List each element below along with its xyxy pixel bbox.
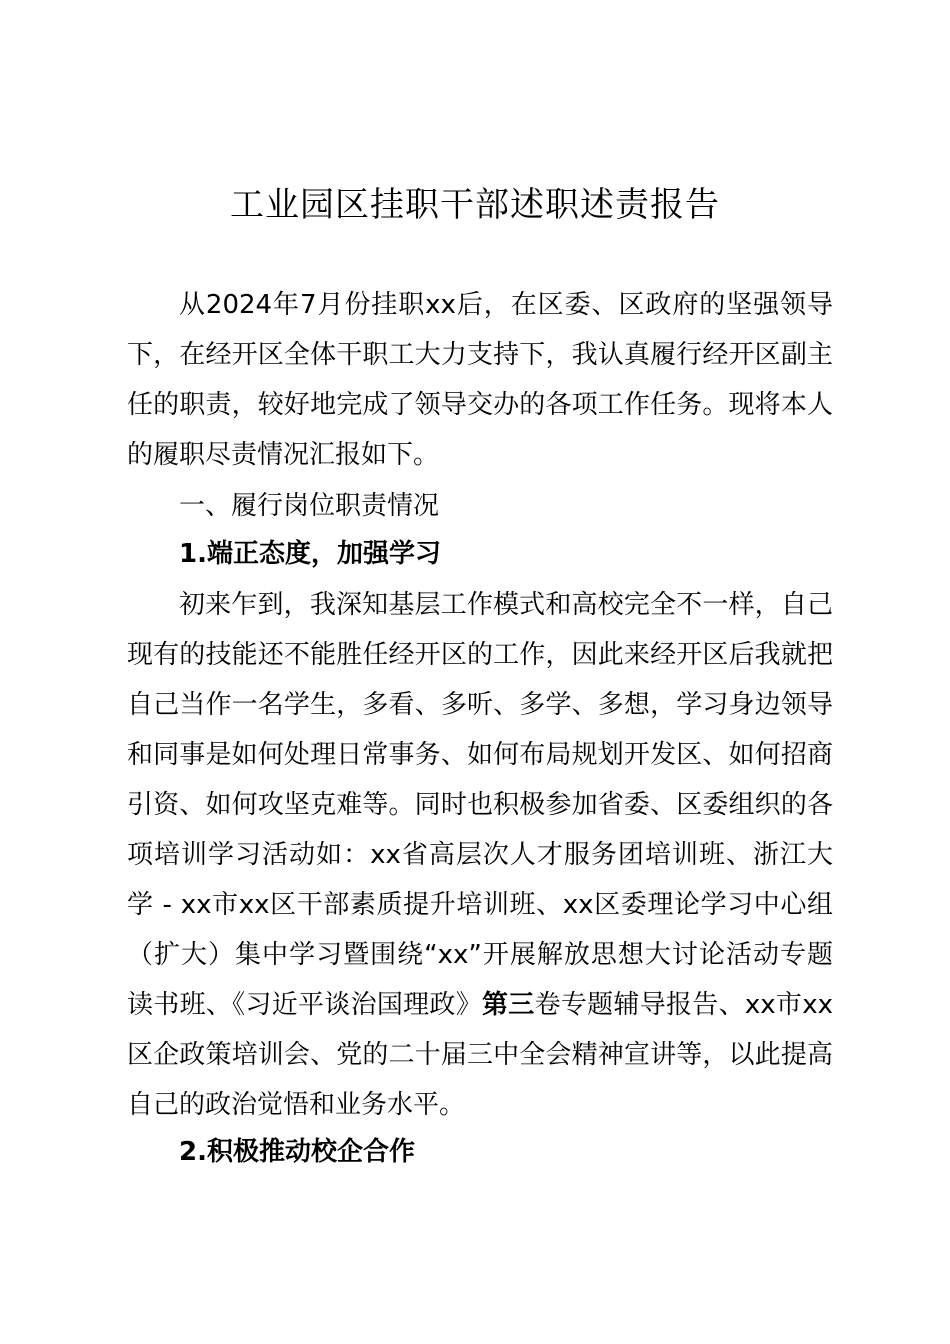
intro-paragraph: 从2024年7月份挂职xx后，在区委、区政府的坚强领导下，在经开区全体干职工大力支持下，我认真履行经开区副主任的职责，较好地完成了领导交办的各项工作任务。现将本人的履职尽责情况汇报如下。: [127, 290, 833, 470]
paragraph-text-part2: 卷专题辅导报告、xx市xx区企政策培训会、党的二十届三中全会精神宣讲等，以此提高自己的政治觉悟和业务水平。: [127, 990, 833, 1120]
paragraph-bold-text: 第三: [482, 990, 535, 1020]
document-title: 工业园区挂职干部述职述责报告: [230, 185, 720, 225]
subsection-heading-2: 2.积极推动校企合作: [179, 1137, 415, 1167]
section-heading-1: 一、履行岗位职责情况: [179, 491, 440, 521]
subsection-heading-1: 1.端正态度，加强学习: [179, 539, 441, 569]
paragraph-text-part1: 初来乍到，我深知基层工作模式和高校完全不一样，自己现有的技能还不能胜任经开区的工作，因此来经开区后我就把自己当作一名学生，多看、多听、多学、多想，学习身边领导和同事是如何处理日常事务、如何布局规划开发区、如何招商引资、如何攻坚克难等。同时也积极参加省委、区委组织的各项培训学习活动如：xx省高层次人才服务团培训班、浙江大学 - xx市xx区干部素质提升培训班、xx区委理论学习中心组（扩大）集中学习暨围绕“xx”开展解放思想大讨论活动专题读书班、《习近平谈治国理政》: [127, 590, 833, 1020]
subsection-1-paragraph: [127, 580, 833, 1130]
